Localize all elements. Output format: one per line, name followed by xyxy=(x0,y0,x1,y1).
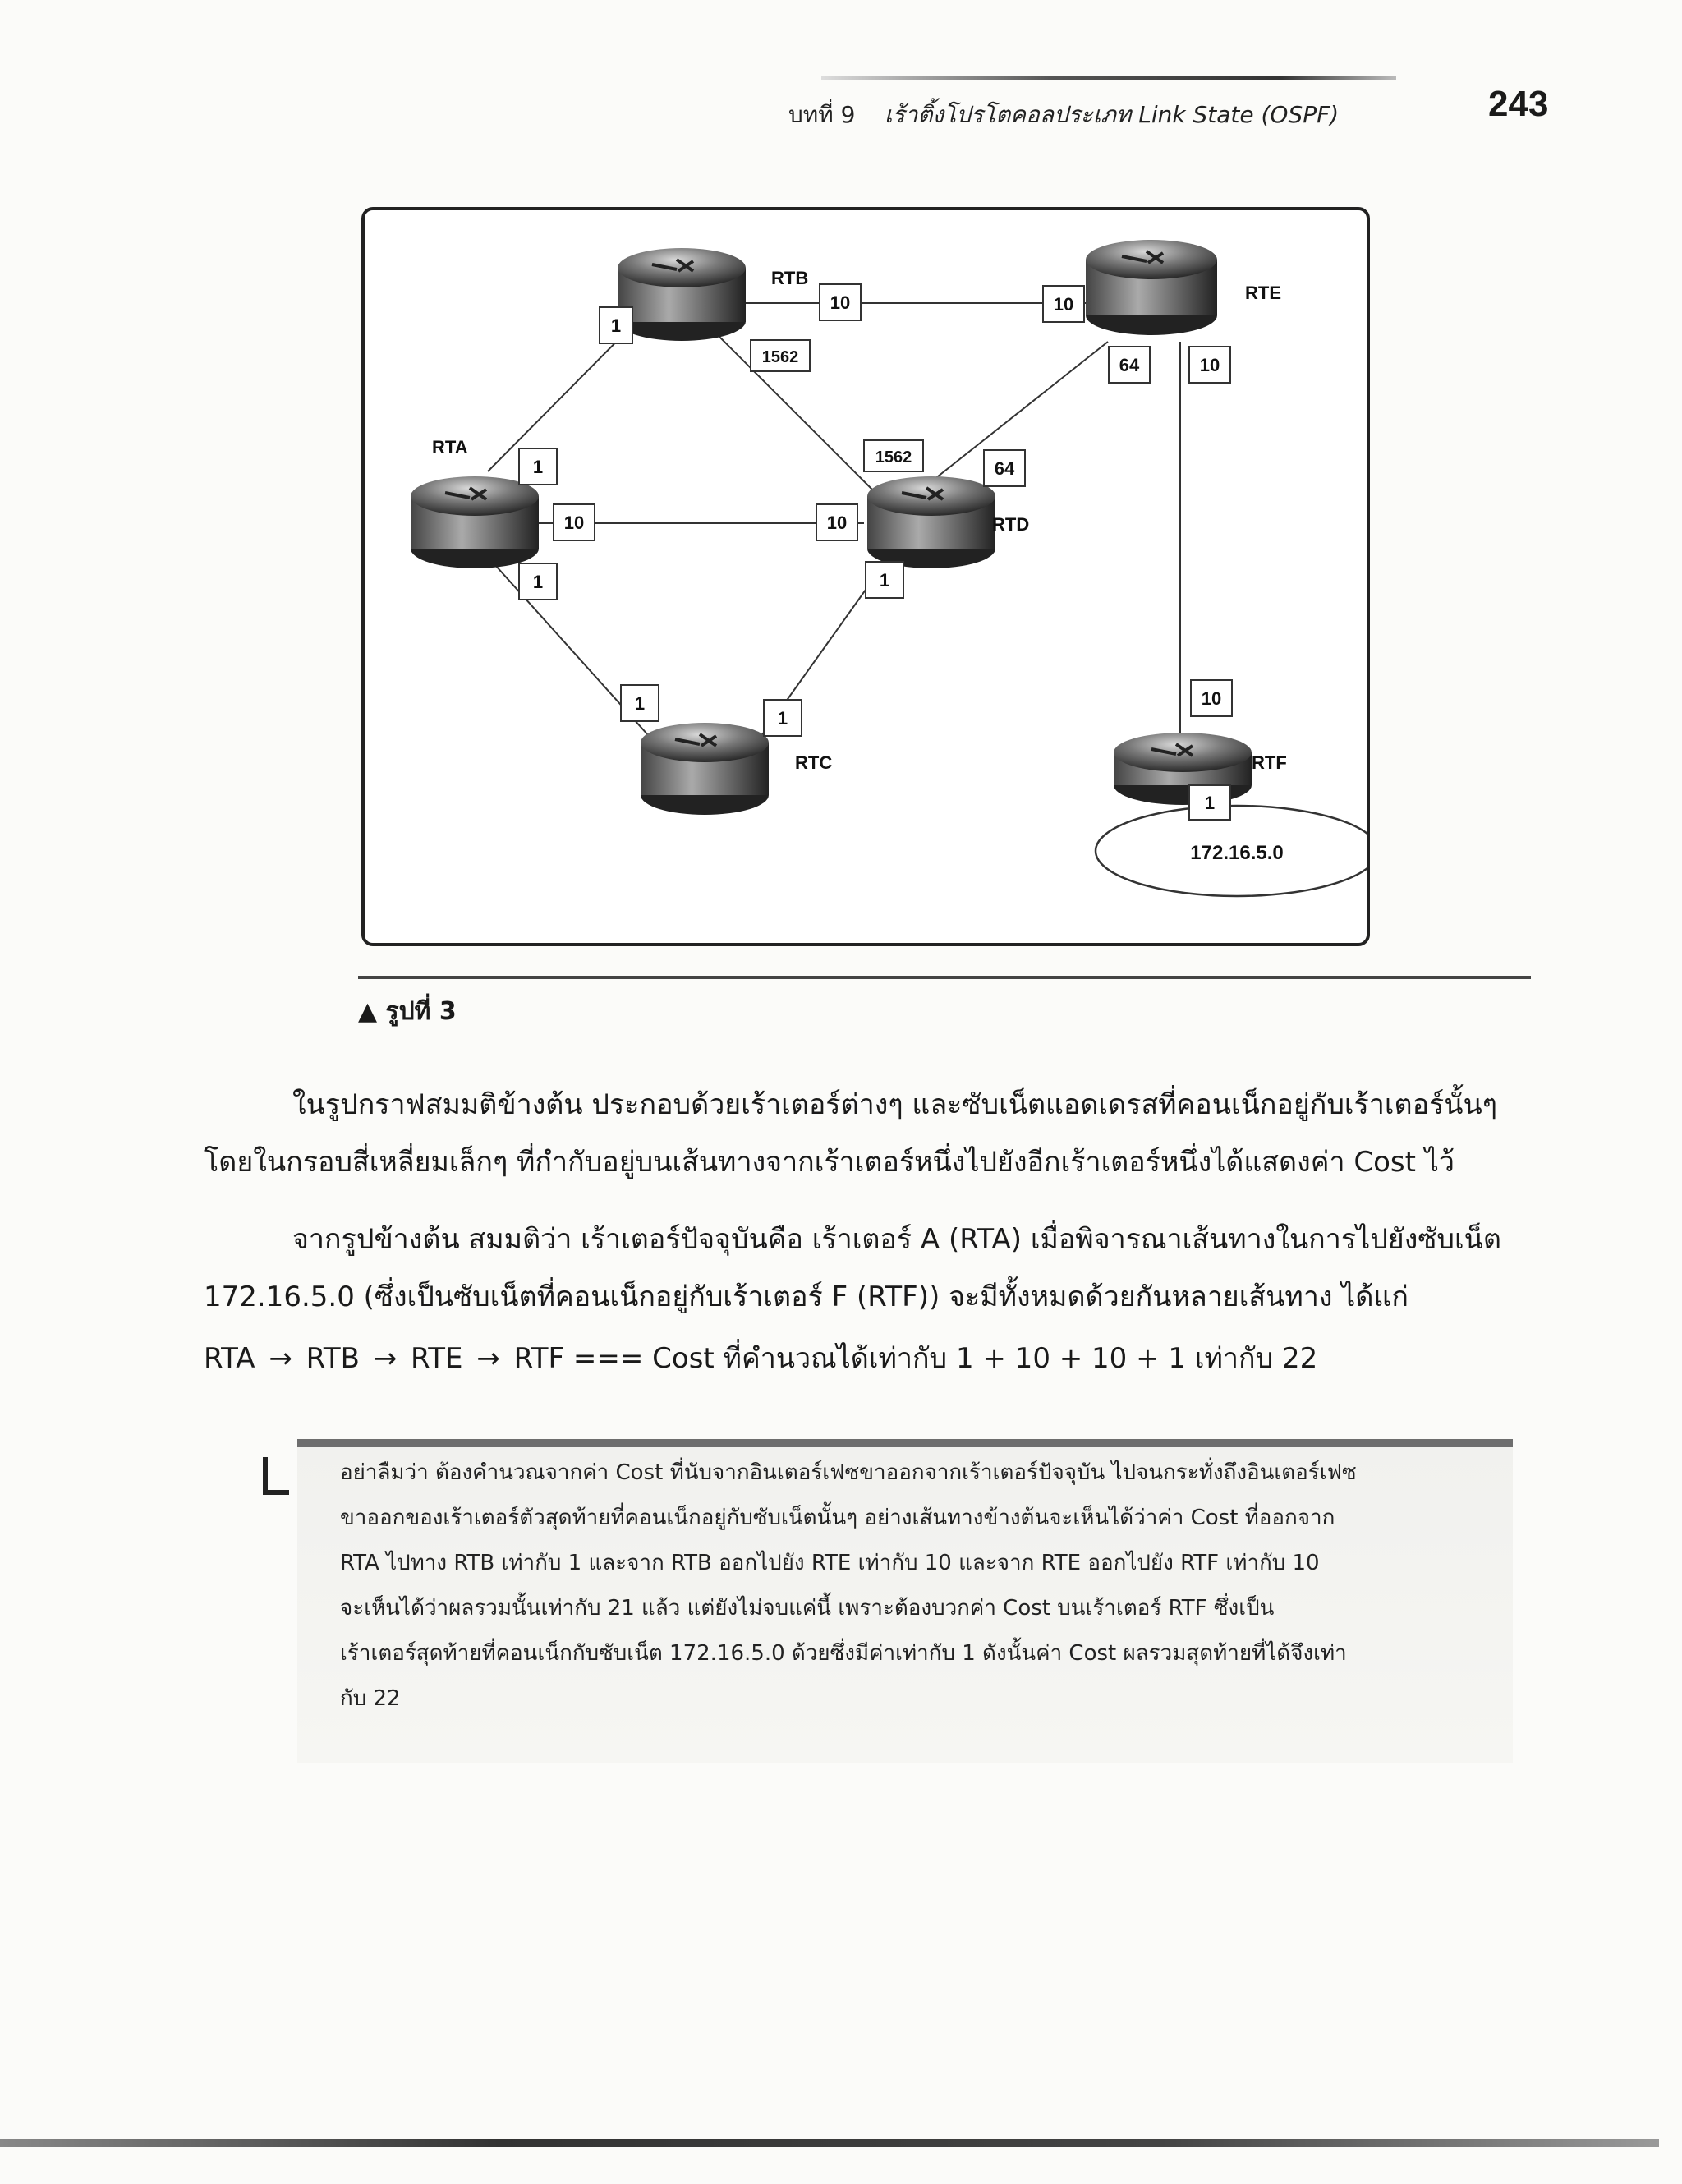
caption-rule xyxy=(358,976,1531,979)
router-label-rtf: RTF xyxy=(1252,752,1287,773)
path-result: === Cost ที่คำนวณได้เท่ากับ 1 + 10 + 10 + 1 เท่ากับ 22 xyxy=(572,1342,1318,1375)
cost-box-rtc-rtd-near-rtd xyxy=(866,562,903,598)
router-label-rtd: RTD xyxy=(992,514,1030,535)
bottom-rule xyxy=(0,2139,1659,2147)
network-diagram-frame xyxy=(361,207,1370,946)
router-rte-icon xyxy=(1086,240,1217,335)
cost-box-rta-rtc-near-rta xyxy=(519,563,557,600)
header-rule xyxy=(821,76,1396,80)
arrow-icon: → xyxy=(269,1342,292,1375)
path-hop: RTF xyxy=(513,1342,565,1375)
cost-box-rta-rtc-near-rtc xyxy=(621,685,659,721)
cost-label: 1 xyxy=(777,708,788,729)
cost-box-rtb-rte-near-rte xyxy=(1043,286,1084,322)
cost-label: 64 xyxy=(994,458,1015,479)
cost-label: 10 xyxy=(1201,688,1222,709)
cost-label: 10 xyxy=(830,292,851,313)
running-header xyxy=(788,97,1339,133)
cost-box-rte-rtf-near-rtf xyxy=(1191,680,1232,716)
cost-label: 64 xyxy=(1119,355,1140,375)
cost-box-rta-rtd-near-rtd xyxy=(816,504,857,540)
arrow-icon: → xyxy=(373,1342,398,1375)
page-number: 243 xyxy=(1488,84,1549,124)
cost-box-rtb-rtd-near-rtd xyxy=(864,440,923,471)
cost-label: 1 xyxy=(1204,793,1216,813)
router-rtc-icon xyxy=(641,723,769,815)
cost-box-rtf-subnet xyxy=(1189,785,1230,820)
router-rtd-icon xyxy=(867,476,995,568)
note-bracket-icon xyxy=(263,1457,289,1495)
cost-label: 1 xyxy=(610,315,622,336)
router-rta-icon xyxy=(411,476,539,568)
path-hop: RTE xyxy=(411,1342,463,1375)
cost-label: 10 xyxy=(1199,355,1220,375)
cost-box-rtc-rtd-near-rtc xyxy=(764,700,802,736)
router-label-rte: RTE xyxy=(1245,283,1281,303)
cost-box-rtb-rte-near-rtb xyxy=(820,284,861,320)
cost-box-rta-rtb-near-rta xyxy=(519,448,557,485)
path-example xyxy=(204,1336,1317,1380)
cost-label: 1 xyxy=(532,572,544,592)
note-line-4: จะเห็นได้ว่าผลรวมนั้นเท่ากับ 21 แล้ว แต่ยังไม่จบแค่นี้ เพราะต้องบวกค่า Cost บนเร้าเตอร์ RTF ซึ่งเป็น xyxy=(340,1596,1275,1621)
paragraph-2-line-2: 172.16.5.0 (ซึ่งเป็นซับเน็ตที่คอนเน็กอยู่กับเร้าเตอร์ F (RTF)) จะมีทั้งหมดด้วยกันหลายเส้นทาง ได้แก่ xyxy=(204,1281,1409,1313)
note-line-1: อย่าลืมว่า ต้องคำนวณจากค่า Cost ที่นับจากอินเตอร์เฟซขาออกจากเร้าเตอร์ปัจจุบัน ไปจนกระทั่งถึงอินเตอร์เฟซ xyxy=(340,1460,1357,1485)
cost-box-rta-rtb-near-rtb xyxy=(600,307,632,343)
cost-label: 1 xyxy=(634,693,646,714)
paragraph-2-line-1: จากรูปข้างต้น สมมติว่า เร้าเตอร์ปัจจุบันคือ เร้าเตอร์ A (RTA) เมื่อพิจารณาเส้นทางในการไปยังซับเน็ต xyxy=(292,1223,1501,1256)
note-text xyxy=(340,1451,1487,1722)
cost-label: 1562 xyxy=(761,348,799,366)
path-hop: RTB xyxy=(306,1342,360,1375)
cost-label: 10 xyxy=(1053,294,1074,315)
paragraph-2 xyxy=(204,1211,1534,1326)
cost-box-rtd-rte-near-rtd xyxy=(984,450,1025,486)
cost-label: 10 xyxy=(563,513,585,533)
paragraph-1-line-1: ในรูปกราฟสมมติข้างต้น ประกอบด้วยเร้าเตอร์ต่างๆ และซับเน็ตแอดเดรสที่คอนเน็กอยู่กับเร้าเตอร์นั้นๆ xyxy=(292,1088,1498,1121)
paragraph-1 xyxy=(204,1076,1534,1191)
chapter-label: บทที่ 9 xyxy=(788,101,856,128)
paragraph-1-line-2: โดยในกรอบสี่เหลี่ยมเล็กๆ ที่กำกับอยู่บนเส้นทางจากเร้าเตอร์หนึ่งไปยังอีกเร้าเตอร์หนึ่งได้แสดงค่า Cost ไว้ xyxy=(204,1146,1455,1179)
cost-box-rta-rtd-near-rta xyxy=(554,504,595,540)
figure-caption: ▲ รูปที่ 3 xyxy=(358,997,457,1026)
cost-box-rte-rtf-near-rte xyxy=(1189,347,1230,383)
chapter-title: เร้าติ้งโปรโตคอลประเภท Link State (OSPF) xyxy=(885,101,1340,128)
note-line-5: เร้าเตอร์สุดท้ายที่คอนเน็กกับซับเน็ต 172.16.5.0 ด้วยซึ่งมีค่าเท่ากับ 1 ดังนั้นค่า Cost ผลรวมสุดท้ายที่ได้จึงเท่า xyxy=(340,1641,1347,1666)
router-rtb-icon xyxy=(618,248,746,341)
arrow-icon: → xyxy=(476,1342,500,1375)
cost-label: 10 xyxy=(826,513,848,533)
note-line-3: RTA ไปทาง RTB เท่ากับ 1 และจาก RTB ออกไปยัง RTE เท่ากับ 10 และจาก RTE ออกไปยัง RTF เท่ากับ 10 xyxy=(340,1551,1320,1575)
router-label-rtb: RTB xyxy=(771,268,809,288)
cost-label: 1 xyxy=(532,457,544,477)
cost-box-rtb-rtd-near-rtb xyxy=(751,340,810,371)
cost-label: 1562 xyxy=(875,448,912,467)
note-line-6: กับ 22 xyxy=(340,1686,401,1711)
path-hop: RTA xyxy=(204,1342,255,1375)
cost-box-rtd-rte-near-rte xyxy=(1109,347,1150,383)
router-label-rta: RTA xyxy=(432,437,468,457)
note-line-2: ขาออกของเร้าเตอร์ตัวสุดท้ายที่คอนเน็กอยู่กับซับเน็ตนั้นๆ อย่างเส้นทางข้างต้นจะเห็นได้ว่าค่า Cost ที่ออกจาก xyxy=(340,1506,1335,1530)
ospf-network-diagram xyxy=(365,210,1367,943)
router-label-rtc: RTC xyxy=(795,752,833,773)
subnet-label: 172.16.5.0 xyxy=(1190,842,1284,864)
cost-label: 1 xyxy=(879,570,890,591)
